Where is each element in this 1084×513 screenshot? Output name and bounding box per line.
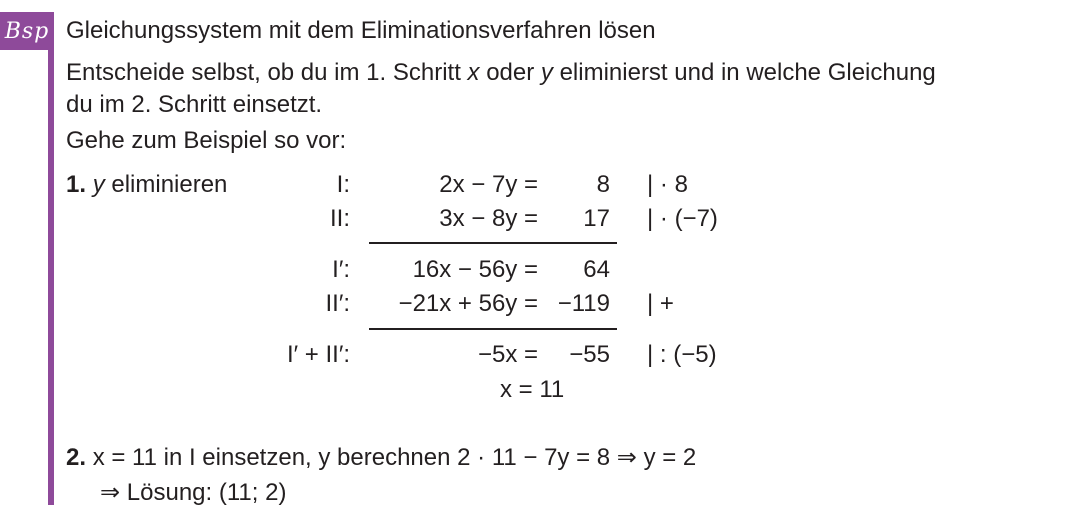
intro-line-1: Entscheide selbst, ob du im 1. Schritt x oder y eliminierst und in welche Gleichung — [66, 59, 936, 86]
divider-line-1 — [369, 242, 617, 244]
eq-label-1: I: — [336, 171, 350, 198]
eq-right-2: 17 — [583, 205, 610, 232]
eq-label-5: I′ + II′: — [286, 341, 350, 368]
eq-op-1: | · 8 — [647, 171, 688, 198]
intro-line-2: du im 2. Schritt einsetzt. — [66, 91, 323, 118]
eq-label-2: II: — [329, 205, 350, 232]
eq-left-1: 2x − 7y = — [439, 171, 538, 198]
eq-left-2: 3x − 8y = — [439, 205, 538, 232]
eq-op-5: | : (−5) — [647, 341, 717, 368]
eq-label-4: II′: — [325, 290, 350, 317]
eq-right-1: 8 — [596, 171, 610, 198]
eq-left-5: −5x = — [477, 341, 538, 368]
eq-op-4: | + — [647, 290, 674, 317]
eq-left-4: −21x + 56y = — [398, 290, 538, 317]
eq-left-3: 16x − 56y = — [412, 256, 538, 283]
step1-heading: 1. y eliminieren — [66, 171, 228, 198]
eq-right-3: 64 — [583, 256, 610, 283]
eq-right-4: −119 — [557, 290, 610, 317]
example-badge: Bsp — [0, 12, 54, 50]
eq-op-2: | · (−7) — [647, 205, 718, 232]
intro-line-3: Gehe zum Beispiel so vor: — [66, 127, 347, 154]
eq-right-5: −55 — [569, 341, 610, 368]
example-title: Gleichungssystem mit dem Eliminationsverfahren lösen — [66, 17, 656, 44]
example-side-bar — [48, 50, 54, 505]
step2-line: 2. x = 11 in I einsetzen, y berechnen 2 · 11 − 7y = 8 ⇒ y = 2 — [66, 444, 697, 471]
divider-line-2 — [369, 328, 617, 330]
eq-label-3: I′: — [332, 256, 350, 283]
step1-result: x = 11 — [500, 376, 565, 403]
solution-line: ⇒ Lösung: (11; 2) — [100, 479, 287, 506]
